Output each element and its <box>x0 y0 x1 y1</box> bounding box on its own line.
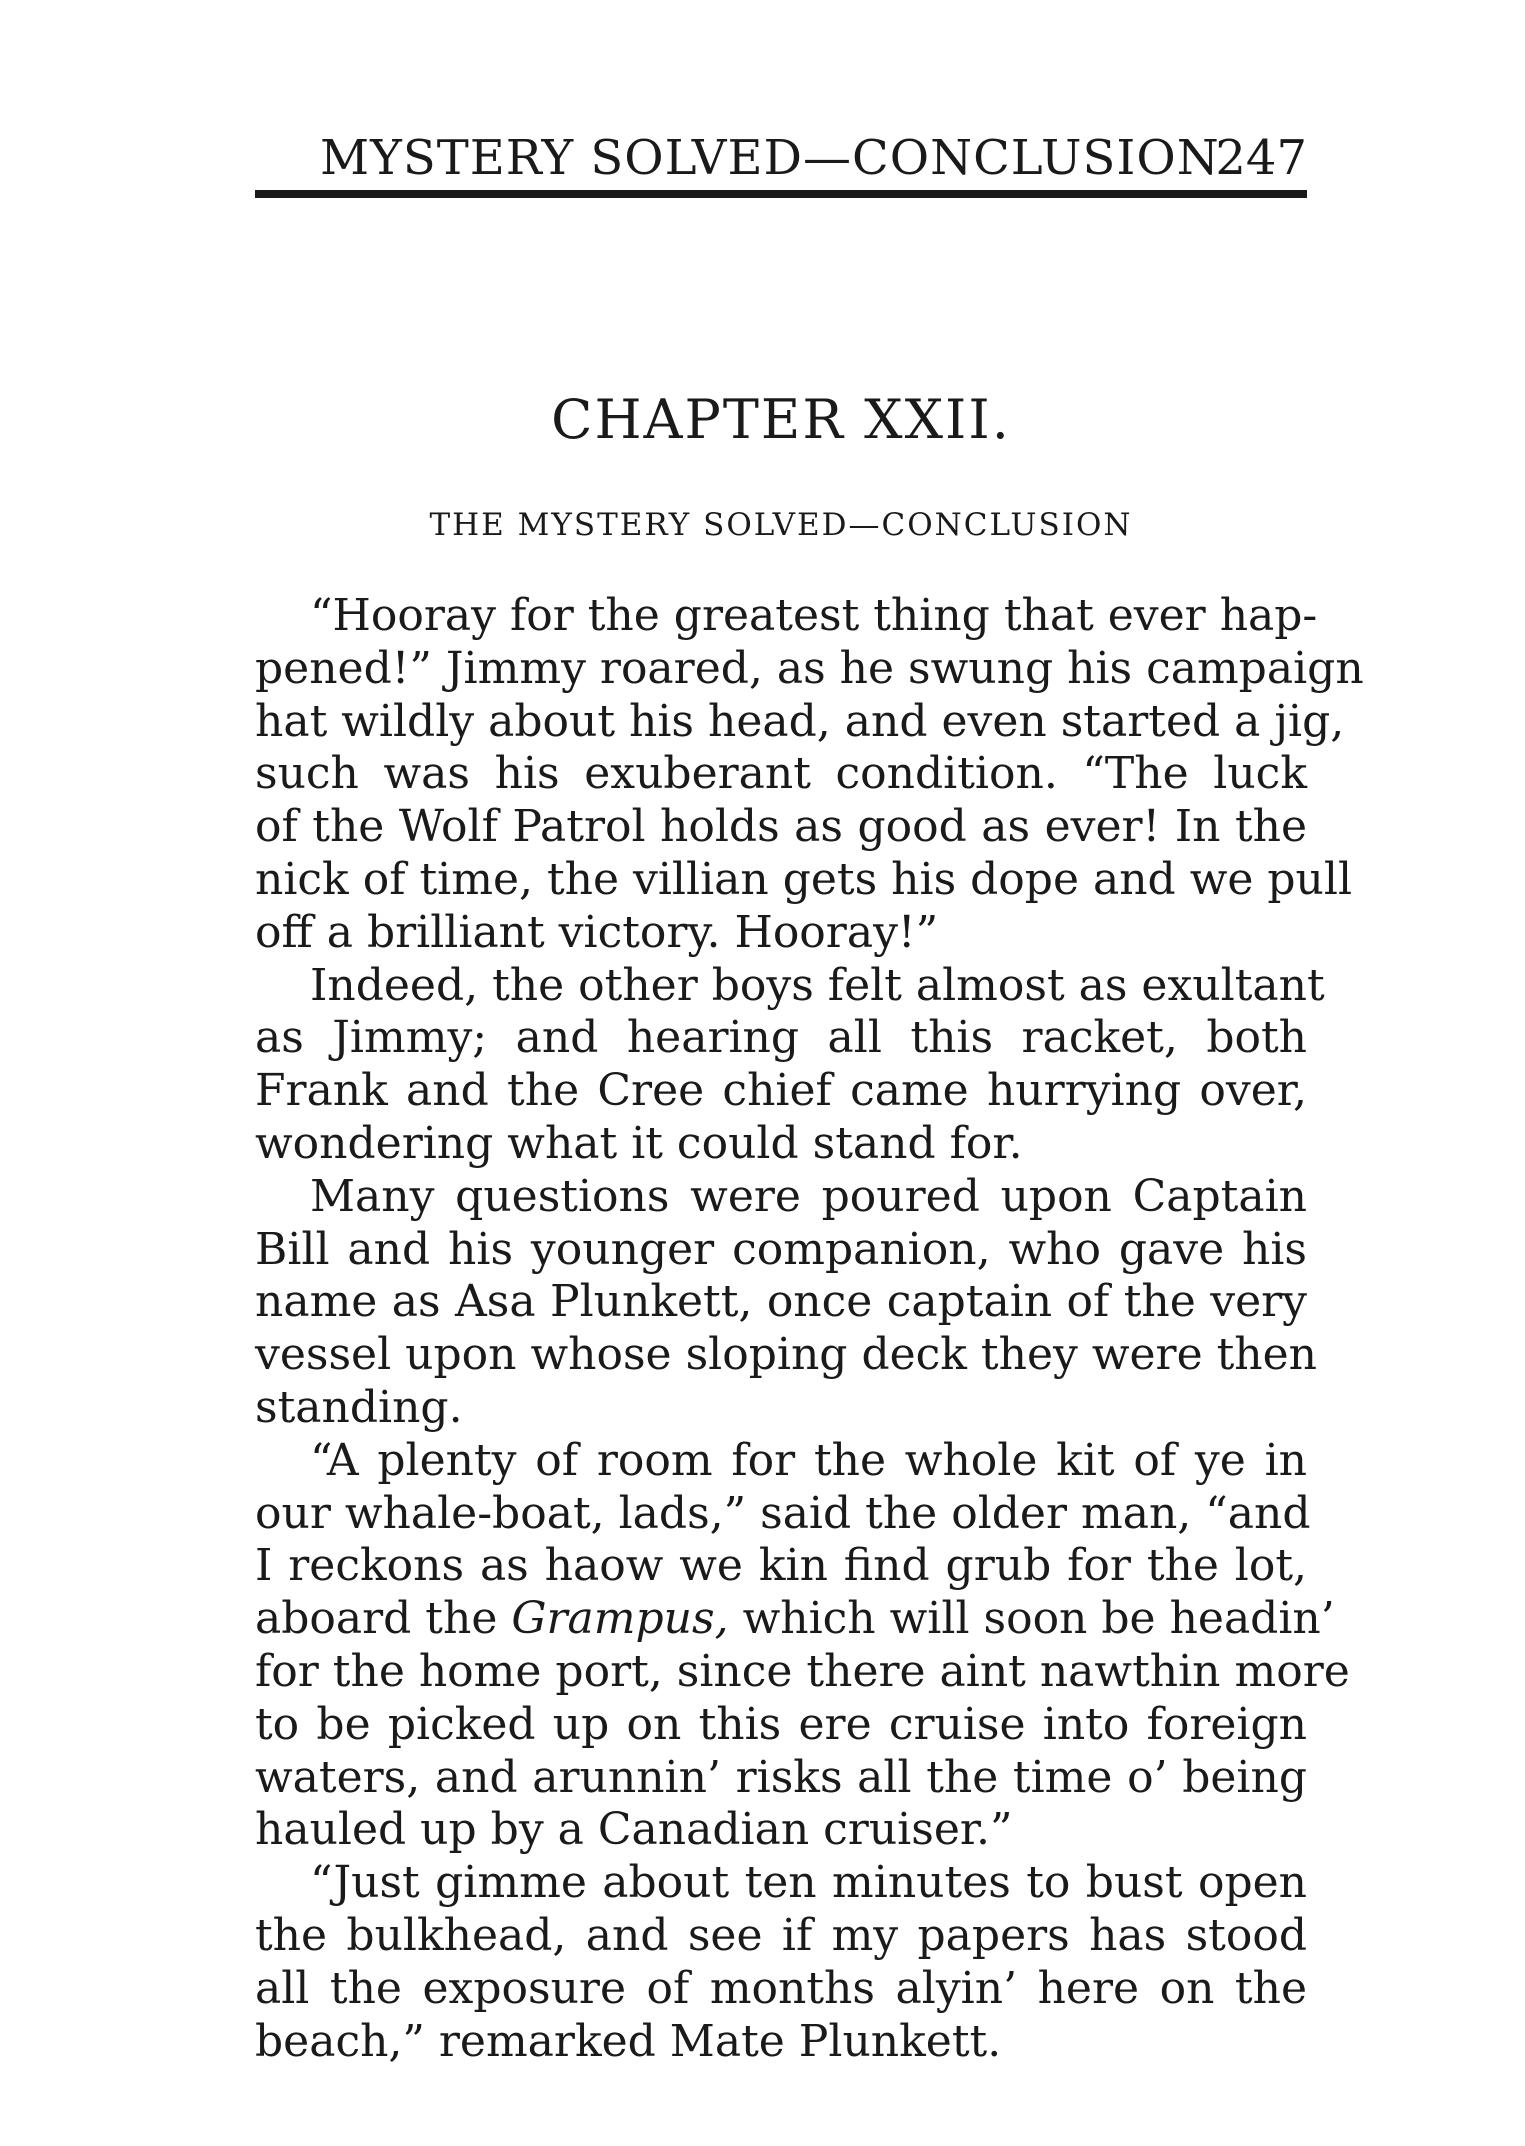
text-line: standing. <box>255 1381 463 1433</box>
chapter-title: CHAPTER XXII. <box>551 388 1011 451</box>
text-line: off a brilliant victory. Hooray!” <box>255 906 939 958</box>
text-line: “A plenty of room for the whole kit of ye in <box>310 1434 1307 1486</box>
running-head <box>255 128 1307 188</box>
text-line: name as Asa Plunkett, once captain of the very <box>255 1276 1307 1328</box>
text-line-with-ship-name <box>255 1593 1335 1646</box>
text-line: nick of time, the villian gets his dope and we pull <box>255 853 1353 905</box>
text-line: to be picked up on this ere cruise into foreign <box>255 1698 1307 1750</box>
text-line: wondering what it could stand for. <box>255 1117 1023 1169</box>
text-line: such was his exuberant condition. “The luck <box>255 748 1307 800</box>
text-line: vessel upon whose sloping deck they were then <box>255 1329 1317 1381</box>
chapter-subtitle: THE MYSTERY SOLVED—CONCLUSION <box>429 507 1133 543</box>
text-line: the bulkhead, and see if my papers has stood <box>255 1909 1307 1961</box>
text-line: Many questions were poured upon Captain <box>310 1170 1307 1222</box>
text-line: Frank and the Cree chief came hurrying over, <box>255 1065 1307 1117</box>
text-line: hat wildly about his head, and even started a jig, <box>255 695 1345 747</box>
text-line: pened!” Jimmy roared, as he swung his campaign <box>255 642 1364 694</box>
text-line: as Jimmy; and hearing all this racket, both <box>255 1012 1307 1064</box>
text-fragment: aboard the <box>255 1593 498 1645</box>
text-line: Indeed, the other boys felt almost as exultant <box>310 959 1325 1011</box>
text-line: for the home port, since there aint nawthin more <box>255 1645 1350 1697</box>
header-rule <box>255 190 1307 198</box>
text-fragment: which will soon be headin’ <box>742 1593 1335 1645</box>
text-line: waters, and arunnin’ risks all the time o’ being <box>255 1751 1307 1803</box>
text-line: of the Wolf Patrol holds as good as ever! In the <box>255 801 1307 853</box>
text-line: all the exposure of months alyin’ here on the <box>255 1962 1307 2014</box>
ship-name: Grampus, <box>511 1593 729 1645</box>
text-line: “Just gimme about ten minutes to bust open <box>310 1857 1307 1909</box>
text-line: I reckons as haow we kin find grub for the lot, <box>255 1540 1307 1592</box>
text-line: hauled up by a Canadian cruiser.” <box>255 1804 1013 1856</box>
text-line: our whale-boat, lads,” said the older man, “and <box>255 1487 1311 1539</box>
running-title: MYSTERY SOLVED—CONCLUSION <box>320 130 1220 186</box>
text-line: “Hooray for the greatest thing that ever hap- <box>310 590 1318 641</box>
text-line: beach,” remarked Mate Plunkett. <box>255 2015 1002 2067</box>
page-number: 247 <box>1215 130 1307 186</box>
body-text <box>255 590 1364 2068</box>
text-line: Bill and his younger companion, who gave his <box>255 1223 1307 1275</box>
